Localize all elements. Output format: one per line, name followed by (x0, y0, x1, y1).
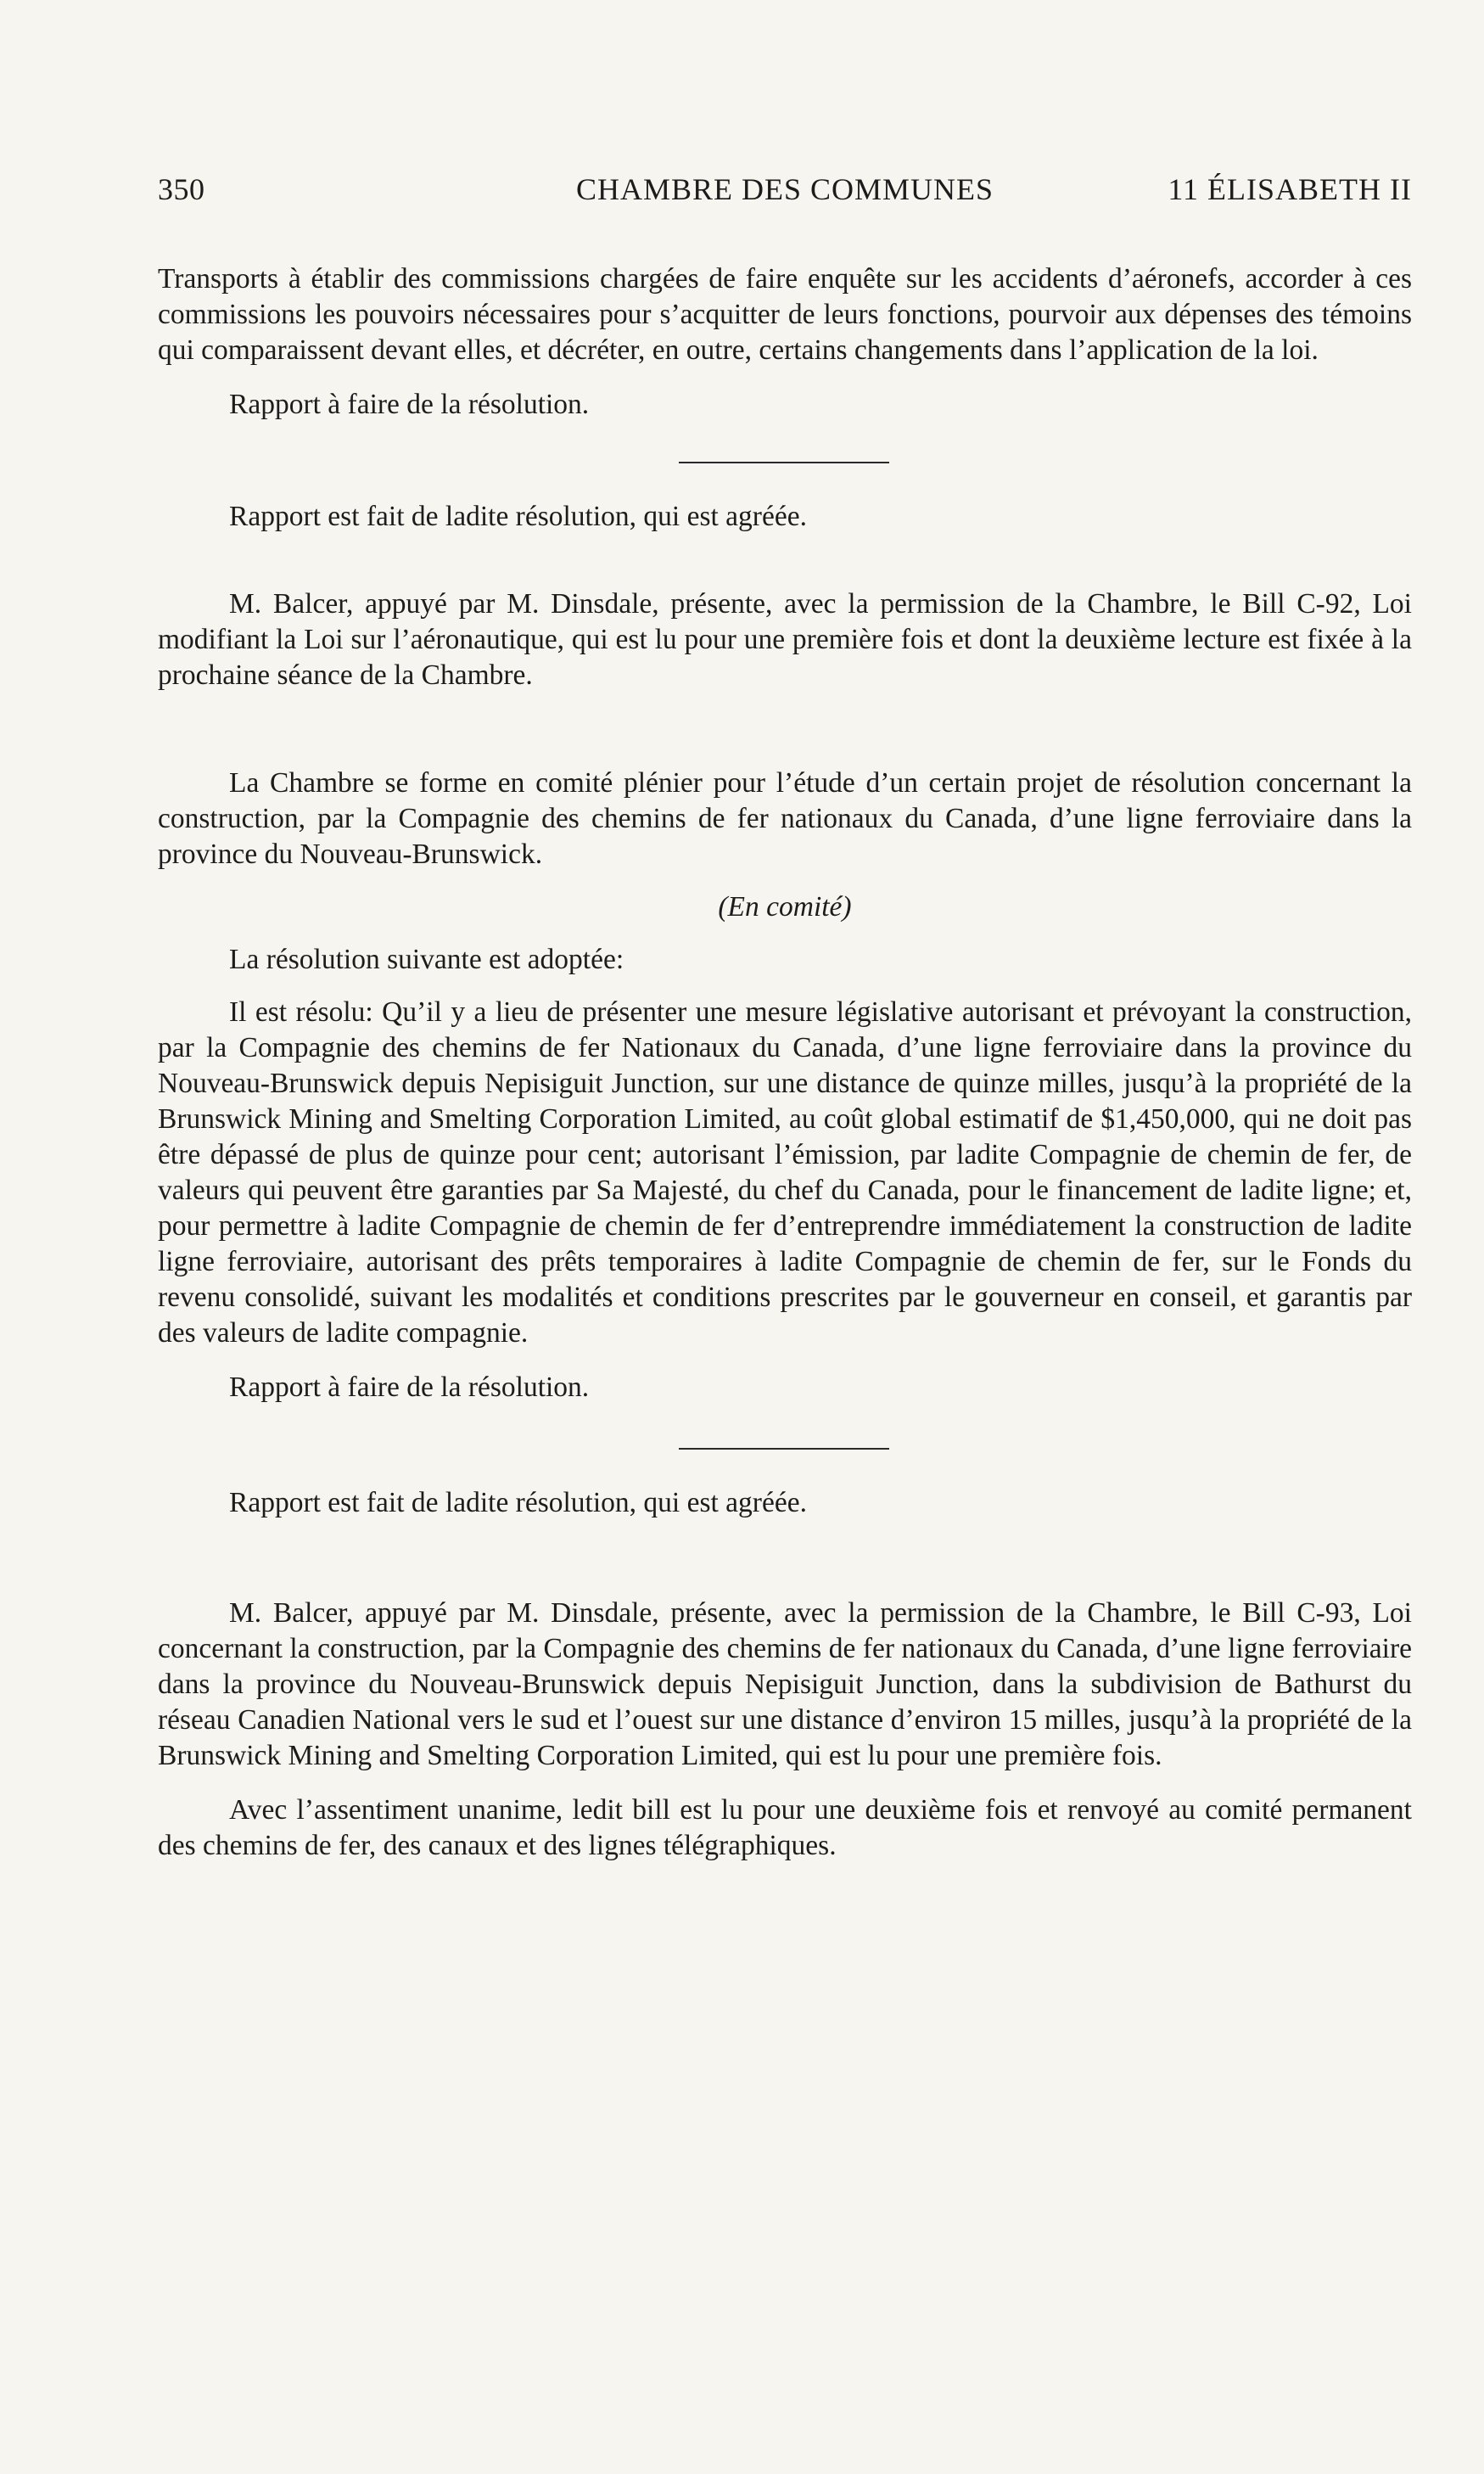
paragraph-continuation: Transports à établir des commissions chargées de faire enquête sur les accidents d’aéronefs, accorder à ces commissions les pouvoirs nécessaires pour s’acquitter de leurs fonctions, pourvoir aux dépenses des témoins qui comparaissent devant elles, et décréter, en outre, certains changements dans l’application de la loi. (158, 263, 1412, 366)
running-title: CHAMBRE DES COMMUNES (575, 172, 994, 206)
paragraph-bill-c92: M. Balcer, appuyé par M. Dinsdale, présente, avec la permission de la Chambre, le Bill C-92, Loi modifiant la Loi sur l’aéronautique, qui est lu pour une première fois et dont la deuxième lecture est fixée à la prochaine séance de la Chambre. (158, 588, 1412, 691)
paragraph-bill-c93: M. Balcer, appuyé par M. Dinsdale, présente, avec la permission de la Chambre, le Bill C-93, Loi concernant la construction, par la Compagnie des chemins de fer nationaux du Canada, d’une ligne ferroviaire dans la province du Nouveau-Brunswick depuis Nepisiguit Junction, dans la subdivision de Bathurst du réseau Canadien National vers le sud et l’ouest sur une distance d’environ 15 milles, jusqu’à la propriété de la Brunswick Mining and Smelting Corporation Limited, qui est lu pour une première fois. (158, 1597, 1412, 1771)
regnal-year: 11 ÉLISABETH II (1168, 172, 1412, 206)
page-header (158, 171, 1412, 212)
paragraph-second-reading: Avec l’assentiment unanime, ledit bill est lu pour une deuxième fois et renvoyé au comité permanent des chemins de fer, des canaux et des lignes télégraphiques. (158, 1794, 1412, 1861)
section-divider (679, 462, 889, 463)
paragraph-report-order-2: Rapport à faire de la résolution. (229, 1372, 590, 1403)
page-number: 350 (158, 172, 205, 206)
paragraph-report-order: Rapport à faire de la résolution. (229, 389, 590, 420)
page-body (158, 261, 1412, 1864)
paragraph-committee-of-the-whole: La Chambre se forme en comité plénier pour l’étude d’un certain projet de résolution concernant la construction, par la Compagnie des chemins de fer nationaux du Canada, d’une ligne ferroviaire dans la province du Nouveau-Brunswick. (158, 767, 1412, 870)
paragraph-report-made-2: Rapport est fait de ladite résolution, qui est agréée. (229, 1487, 807, 1518)
paragraph-resolution-adopted: La résolution suivante est adoptée: (229, 944, 624, 975)
section-divider-2 (679, 1448, 889, 1450)
paragraph-resolution-text: Il est résolu: Qu’il y a lieu de présenter une mesure législative autorisant et prévoyant la construction, par la Compagnie des chemins de fer Nationaux du Canada, d’une ligne ferroviaire dans la province du Nouveau-Brunswick depuis Nepisiguit Junction, sur une distance de quinze milles, jusqu’à la propriété de la Brunswick Mining and Smelting Corporation Limited, au coût global estimatif de $1,450,000, qui ne doit pas être dépassé de plus de quinze pour cent; autorisant l’émission, par ladite Compagnie de chemin de fer, de valeurs qui peuvent être garanties par Sa Majesté, du chef du Canada, pour le financement de ladite ligne; et, pour permettre à ladite Compagnie de chemin de fer d’entreprendre immédiatement la construction de ladite ligne ferroviaire, autorisant des prêts temporaires à ladite Compagnie de chemin de fer, sur le Fonds du revenu consolidé, suivant les modalités et conditions prescrites par le gouverneur en conseil, et garantis par des valeurs de ladite compagnie. (158, 996, 1412, 1349)
paragraph-report-made: Rapport est fait de ladite résolution, qui est agréée. (229, 501, 807, 532)
in-committee-heading: (En comité) (718, 891, 852, 923)
